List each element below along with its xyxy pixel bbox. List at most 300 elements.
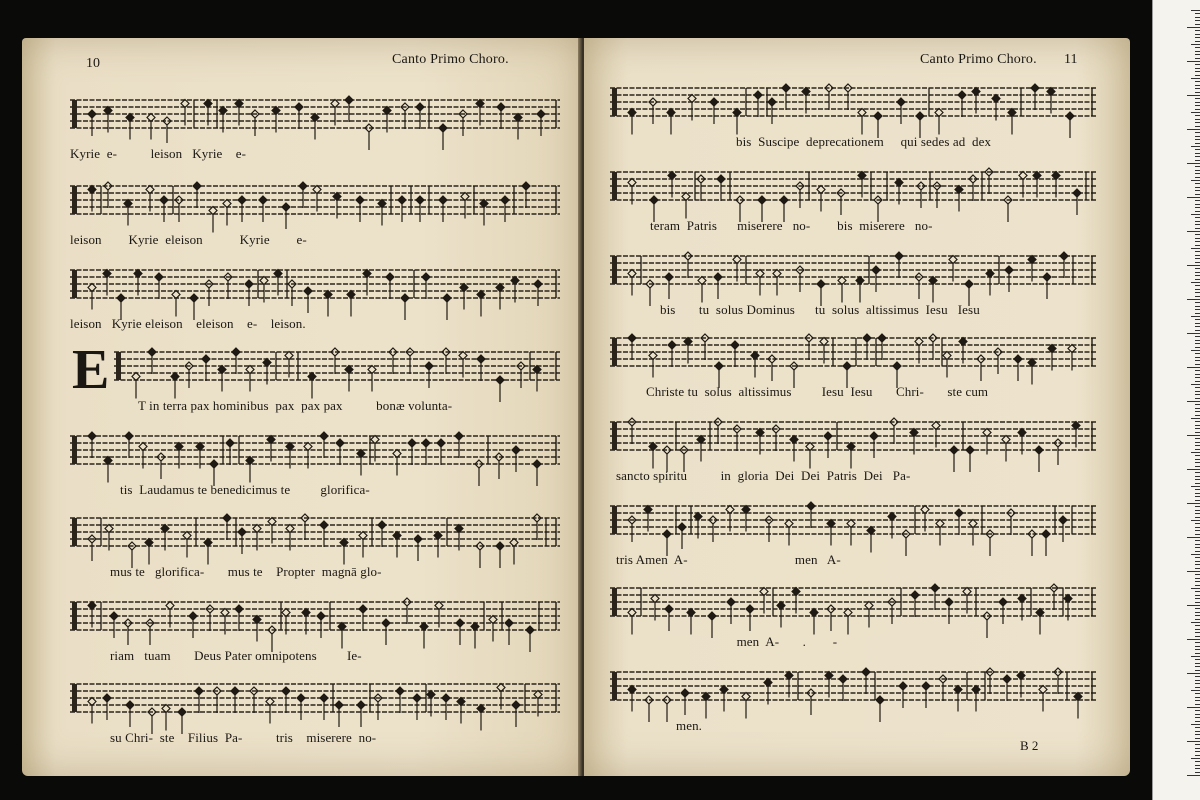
ruler-tick (1195, 177, 1200, 178)
note (782, 84, 790, 110)
ruler-tick (1191, 690, 1200, 691)
ruler-tick (1195, 139, 1200, 140)
page-number: 10 (86, 56, 100, 71)
ruler-tick (1195, 357, 1200, 358)
note (259, 196, 267, 222)
ruler-tick (1195, 721, 1200, 722)
signature-mark: B 2 (1020, 738, 1039, 753)
ruler-tick (1195, 653, 1200, 654)
note (649, 443, 657, 469)
ruler-tick (1187, 27, 1200, 28)
note (810, 609, 818, 635)
note (867, 527, 875, 553)
note (702, 693, 710, 719)
note (480, 200, 488, 226)
note (862, 668, 870, 694)
note (422, 439, 430, 465)
ruler-tick (1195, 394, 1200, 395)
ruler-tick (1195, 183, 1200, 184)
note (477, 355, 485, 381)
ruler-tick (1195, 615, 1200, 616)
note (628, 609, 636, 635)
note (628, 179, 636, 205)
ruler-tick (1195, 591, 1200, 592)
note (245, 280, 253, 306)
ruler-tick (1195, 132, 1200, 133)
music-system (70, 674, 560, 745)
note (847, 520, 855, 546)
note (899, 682, 907, 708)
ruler-tick (1195, 500, 1200, 501)
ruler-tick (1195, 238, 1200, 239)
ruler-tick (1195, 455, 1200, 456)
ruler-tick (1195, 704, 1200, 705)
note (697, 436, 705, 462)
music-system (70, 426, 560, 497)
note (456, 619, 464, 645)
note (649, 352, 657, 378)
note (954, 686, 962, 712)
ruler-tick (1191, 180, 1200, 181)
ruler-tick (1195, 326, 1200, 327)
ruler-tick (1195, 612, 1200, 613)
ruler-tick (1195, 336, 1200, 337)
ruler-tick (1195, 58, 1200, 59)
note (145, 539, 153, 565)
note (357, 450, 365, 476)
ruler-tick (1195, 98, 1200, 99)
note (773, 270, 781, 296)
note (489, 616, 497, 642)
ruler-tick (1195, 666, 1200, 667)
note (720, 686, 728, 712)
note (226, 439, 234, 465)
note (378, 521, 386, 547)
note (497, 103, 505, 129)
ruler-tick (1195, 323, 1200, 324)
ruler-tick (1195, 119, 1200, 120)
ruler-tick (1195, 102, 1200, 103)
note (806, 443, 814, 469)
ruler-tick (1195, 92, 1200, 93)
ruler-tick (1195, 381, 1200, 382)
ruler-tick (1195, 20, 1200, 21)
ruler-tick (1195, 234, 1200, 235)
lyric-line: riam tuam Deus Pater omnipotens Ie- (110, 648, 362, 663)
ruler-tick (1187, 503, 1200, 504)
ruler-tick (1195, 734, 1200, 735)
note (838, 277, 846, 303)
note (338, 623, 346, 649)
ruler-tick (1195, 51, 1200, 52)
ruler-tick (1191, 452, 1200, 453)
ruler-tick (1195, 122, 1200, 123)
ruler-tick (1187, 367, 1200, 368)
note (359, 532, 367, 558)
ruler-tick (1195, 68, 1200, 69)
music-system (70, 508, 560, 579)
ruler-tick (1195, 313, 1200, 314)
lyric-line: Kyrie e- leison Kyrie e- (70, 146, 247, 161)
note (204, 539, 212, 565)
note (999, 598, 1007, 624)
ruler-tick (1187, 299, 1200, 300)
lyric-line: bis tu solus Dominus tu solus altissimus Iesu Iesu (660, 302, 980, 317)
lyric-line: bis Suscipe deprecationem qui sedes ad dex (736, 134, 992, 149)
ruler-tick (1195, 755, 1200, 756)
ruler-tick (1191, 146, 1200, 147)
ruler-tick (1195, 765, 1200, 766)
note (420, 623, 428, 649)
ruler-tick (1195, 585, 1200, 586)
note (340, 539, 348, 565)
ruler-tick (1195, 472, 1200, 473)
ruler-tick (1195, 772, 1200, 773)
note (148, 348, 156, 374)
note (681, 689, 689, 715)
ruler-tick (1195, 425, 1200, 426)
ruler-tick (1187, 197, 1200, 198)
ruler-tick (1195, 47, 1200, 48)
ruler-tick (1195, 714, 1200, 715)
note (345, 366, 353, 392)
ruler-tick (1195, 578, 1200, 579)
note (471, 623, 479, 649)
note (88, 698, 96, 724)
ruler-tick (1195, 360, 1200, 361)
note (195, 687, 203, 713)
note (320, 694, 328, 720)
note (858, 109, 866, 135)
note (496, 284, 504, 310)
note (1031, 84, 1039, 110)
ruler-tick (1195, 530, 1200, 531)
ruler-tick (1195, 598, 1200, 599)
note (777, 602, 785, 628)
lyric-line: leison Kyrie eleison Kyrie e- (70, 232, 307, 247)
ruler-tick (1195, 697, 1200, 698)
ruler-tick (1195, 659, 1200, 660)
ruler-tick (1195, 649, 1200, 650)
note (324, 291, 332, 317)
ruler-tick (1195, 279, 1200, 280)
note (266, 698, 274, 724)
note (522, 182, 530, 208)
ruler-tick (1195, 241, 1200, 242)
ruler-tick (1195, 30, 1200, 31)
note (533, 366, 541, 392)
ruler-tick (1195, 557, 1200, 558)
note (88, 602, 96, 628)
ruler-tick (1191, 486, 1200, 487)
note (317, 612, 325, 638)
note (514, 114, 522, 140)
ruler-tick (1195, 748, 1200, 749)
note (416, 196, 424, 222)
ruler-tick (1195, 489, 1200, 490)
ruler-tick (1191, 44, 1200, 45)
music-system (70, 90, 560, 161)
note (698, 277, 706, 303)
ruler-tick (1195, 428, 1200, 429)
ruler-tick (1195, 642, 1200, 643)
ruler-tick (1195, 510, 1200, 511)
note (935, 109, 943, 135)
note (320, 432, 328, 458)
note (189, 612, 197, 638)
lyric-line: mus te glorifica- mus te Propter magnā glo- (110, 564, 382, 579)
ruler-tick (1195, 306, 1200, 307)
decorated-initial: E (72, 339, 110, 401)
note (992, 95, 1000, 121)
note (442, 694, 450, 720)
ruler-tick (1195, 768, 1200, 769)
note (870, 432, 878, 458)
ruler-tick (1187, 741, 1200, 742)
ruler-tick (1195, 506, 1200, 507)
note (1074, 693, 1082, 719)
note (382, 619, 390, 645)
music-system (610, 162, 1096, 233)
ruler-tick (1195, 683, 1200, 684)
note (425, 362, 433, 388)
lyric-line: teram Patris miserere no- bis miserere no- (650, 218, 933, 233)
left-page (22, 38, 582, 776)
ruler-tick (1195, 670, 1200, 671)
note (439, 196, 447, 222)
note (155, 273, 163, 299)
note (1018, 595, 1026, 621)
ruler-tick (1195, 204, 1200, 205)
note (1028, 359, 1036, 385)
ruler-tick (1187, 707, 1200, 708)
note (1036, 609, 1044, 635)
note (931, 584, 939, 610)
ruler-tick (1195, 534, 1200, 535)
note (147, 114, 155, 140)
ruler-tick (1187, 265, 1200, 266)
ruler-tick (1195, 109, 1200, 110)
note (512, 701, 520, 727)
ruler-tick (1195, 415, 1200, 416)
note (477, 291, 485, 317)
ruler-tick (1195, 262, 1200, 263)
lyric-line: tis Laudamus te benedicimus te glorifica- (120, 482, 370, 497)
clef-mark (72, 436, 77, 464)
ruler-tick (1195, 449, 1200, 450)
ruler-tick (1195, 408, 1200, 409)
note (955, 186, 963, 212)
note (126, 701, 134, 727)
ruler-tick (1191, 10, 1200, 11)
ruler-tick (1191, 282, 1200, 283)
ruler-tick (1195, 221, 1200, 222)
note (628, 109, 636, 135)
ruler-tick (1191, 622, 1200, 623)
note (958, 91, 966, 117)
ruler-tick (1187, 673, 1200, 674)
ruler-tick (1187, 639, 1200, 640)
note (308, 373, 316, 399)
clef-mark (72, 270, 77, 298)
note (1005, 266, 1013, 292)
note (88, 432, 96, 458)
ruler-tick (1195, 744, 1200, 745)
ruler-tick (1195, 377, 1200, 378)
note (754, 91, 762, 117)
ruler-tick (1195, 646, 1200, 647)
ruler-tick (1191, 384, 1200, 385)
ruler-tick (1195, 527, 1200, 528)
ruler-tick (1195, 751, 1200, 752)
ruler-tick (1195, 595, 1200, 596)
ruler-tick (1195, 153, 1200, 154)
ruler-tick (1195, 347, 1200, 348)
ruler-tick (1195, 547, 1200, 548)
ruler-tick (1195, 629, 1200, 630)
ruler-tick (1195, 275, 1200, 276)
music-system (610, 496, 1096, 567)
ruler-tick (1195, 432, 1200, 433)
ruler-tick (1191, 350, 1200, 351)
note (437, 439, 445, 465)
ruler-tick (1191, 78, 1200, 79)
music-system (610, 412, 1096, 483)
note (304, 287, 312, 313)
note (929, 277, 937, 303)
ruler-tick (1195, 24, 1200, 25)
note (628, 270, 636, 296)
ruler-tick (1187, 401, 1200, 402)
note (807, 502, 815, 528)
note (1003, 675, 1011, 701)
ruler-tick (1195, 81, 1200, 82)
note (733, 109, 741, 135)
lyric-line: men A- . - (616, 634, 838, 649)
ruler-tick (1195, 676, 1200, 677)
ruler-tick (1195, 483, 1200, 484)
ruler-tick (1195, 255, 1200, 256)
note (790, 436, 798, 462)
note (238, 528, 246, 554)
note (856, 277, 864, 303)
note (223, 200, 231, 226)
ruler-tick (1195, 391, 1200, 392)
ruler-tick (1195, 211, 1200, 212)
ruler-tick (1191, 316, 1200, 317)
ruler-tick (1195, 513, 1200, 514)
note (295, 103, 303, 129)
ruler-tick (1195, 207, 1200, 208)
note (785, 520, 793, 546)
note (665, 605, 673, 631)
note (238, 196, 246, 222)
ruler-tick (1187, 605, 1200, 606)
ruler-tick (1195, 251, 1200, 252)
note (501, 196, 509, 222)
ruler-tick (1195, 693, 1200, 694)
ruler-tick (1195, 561, 1200, 562)
note (1018, 429, 1026, 455)
note (756, 270, 764, 296)
ruler-tick (1195, 364, 1200, 365)
ruler-tick (1195, 309, 1200, 310)
ruler-tick (1195, 85, 1200, 86)
note (311, 114, 319, 140)
note (232, 348, 240, 374)
ruler-tick (1187, 435, 1200, 436)
ruler-tick (1187, 61, 1200, 62)
note (88, 284, 96, 310)
ruler-tick (1187, 95, 1200, 96)
note (827, 520, 835, 546)
note (746, 605, 754, 631)
note (235, 605, 243, 631)
ruler-tick (1195, 581, 1200, 582)
ruler-tick (1187, 129, 1200, 130)
ruler-tick (1195, 493, 1200, 494)
note (416, 103, 424, 129)
note (422, 273, 430, 299)
note (172, 291, 180, 317)
note (124, 200, 132, 226)
ruler-tick (1195, 224, 1200, 225)
ruler-tick (1195, 574, 1200, 575)
ruler-tick (1195, 727, 1200, 728)
ruler-tick (1195, 608, 1200, 609)
note (386, 273, 394, 299)
clef-mark (72, 602, 77, 630)
note (1008, 109, 1016, 135)
ruler-tick (1195, 41, 1200, 42)
clef-mark (612, 672, 617, 700)
note (742, 693, 750, 719)
note (393, 450, 401, 476)
ruler-tick (1191, 214, 1200, 215)
note (253, 616, 261, 642)
note (246, 457, 254, 483)
ruler-tick (1191, 588, 1200, 589)
ruler-tick (1195, 663, 1200, 664)
ruler-tick (1195, 173, 1200, 174)
clef-mark (72, 518, 77, 546)
ruler-tick (1195, 602, 1200, 603)
ruler-tick (1195, 17, 1200, 18)
ruler-tick (1195, 37, 1200, 38)
ruler-tick (1195, 194, 1200, 195)
ruler-tick (1195, 187, 1200, 188)
music-system (70, 260, 560, 331)
note (878, 334, 886, 360)
note (368, 366, 376, 392)
note (160, 196, 168, 222)
music-system (610, 328, 1096, 399)
note (512, 446, 520, 472)
ruler-tick (1195, 710, 1200, 711)
ruler-tick (1195, 636, 1200, 637)
ruler-tick (1195, 404, 1200, 405)
note (455, 432, 463, 458)
note (356, 196, 364, 222)
lyric-line: T in terra pax hominibus pax pax pax bonæ volunta- (138, 398, 453, 413)
note (936, 520, 944, 546)
note (628, 686, 636, 712)
note (717, 175, 725, 201)
note (768, 98, 776, 124)
note (687, 609, 695, 635)
ruler-tick (1191, 520, 1200, 521)
music-system (610, 578, 1096, 649)
